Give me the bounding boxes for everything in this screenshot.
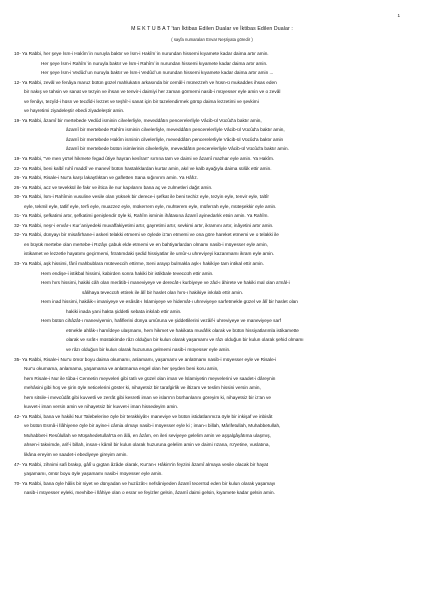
text-line: ve hayretimi ziyadeleştir ebedi ziyadeleştir amin. xyxy=(24,108,125,114)
text-line: ve bütün Esmâ-i İlâhiyene öyle bir ayine-i câmia olmayı nasib-i müyesser eyle ki ; iman-ı billah, Mârifetullah, Muhabbetullah, xyxy=(24,423,281,429)
text-line: Hem inad hissimi, hakâik-ı imaniyeye ve esâsât-ı İslamiyeye ve hidemât-ı uhreviyeye sarfetmekle güzel ve âlî bir haslet olan xyxy=(41,299,298,305)
text-line: 47- Ya Rabbi, zihnimi safi brakıp, gâlî u gıgtan âzâde olarak, Kur'an-ı Hâkim'in feyzini âzamî almaya vesile olacak bir hayat xyxy=(14,461,269,467)
text-line: Her şeye İsm-i Vedûd`un nuruyla baktır ve İsm-i Vedûd`un nurundan hissemi kıyamete kadar daima artır amin ... xyxy=(41,70,274,76)
text-line: âzamî bir mertebede Hakîm isminin cilvelerliyle, meveddâtın pencerelerliyle Vâcib-ül Vücûd'a baktır amin xyxy=(66,136,284,142)
text-line: ahsen-i takvimde, arif-i billah, insan-ı kâmil bir kulun olarak huzuruna gelelim amin ve daimi rızana, rü'yetine, vuslatına, xyxy=(24,442,270,448)
text-line: ve fenâyı, tezyîd-i hüsn ve tecdîd-i lezzet ve teşhîr-i sanat için bir tazelendirmek görüp daima lezzetimi ve şevkimi xyxy=(24,98,259,104)
text-line: en büyük mertebe olan mertebe-i Rızâyı çabuk elde etmemi ve en bahtiyarlardan olmamı nasib-i müyesser eyle amin, xyxy=(24,241,268,247)
text-line: 10- Ya Rabbi, her şeye İsm-i Hakîm`in nuruyla baktır ve İsm-i Hakîm`in nurundan hissemi kıyamete kadar daima artır amin. xyxy=(14,51,269,56)
text-line: kuvvet-i iman versin amin ve nihayetsiz bir kuvvet-i iman hissedeyim amin. xyxy=(24,404,179,410)
text-line: Hem endişe-i istikbal hissimi, kabirden sonra hakiki bir istikbale teveccüh ettir amin. xyxy=(41,270,214,276)
text-line: 30- Ya Rabbi, İsm-i Rahîmin vusuline vesile olan yüksek bir derece-i şefkat ile beni techiz eyle, tezyin eyle, tenvir eyle, taltîr xyxy=(14,194,269,200)
text-line: Nur'u okumama, anlamama, yaşamama ve anlatmama engel olan her şeyden beni koru amin, xyxy=(24,366,219,372)
prayer-list xyxy=(14,49,410,498)
text-line: Muhabbet-i Resûlullah ve Müşahedetullah'ta en âlâ, en âzâm, en ileri seviyeye gelelim amin ve aşşalgâyâtıma ulaşmış, xyxy=(24,432,271,438)
text-line: mehâsini gibi hoş ve şirin öyle neticelerini göster ki, nihayetsiz bir tarafgirlik ve iltizam ve teslim hissini versin amin, xyxy=(24,385,261,391)
text-line: 42- Ya Rabbi, bana ve hakiki Nur Talebelerine öyle bir terakkiyât-ı maneviye ve bütün istidatlarımıza öyle bir inkişaf ve inbisât xyxy=(14,413,273,419)
text-line: âzamî bir mertebede Rahîm isminin cilvelerliyle, meveddâtın pencerelerliyle Vâcib-ül Vücûd'a baktır amin, xyxy=(66,127,285,133)
text-line: Hem hırs hissimi, hakiki câh olan merâtib-i maneviyeye ve derecât-ı kurbiyeye ve zâd-ı âhirete ve hakiki mal olan a'mâl-i xyxy=(41,280,290,286)
text-line: ve râzı olduğun bir kulun olarak huzuruna gelmemi nasib-i müyesser eyle amin. xyxy=(66,346,231,352)
text-line: bir nakış ve tahsin ve sanat ve tezyin ve ihsan ve tenvir-i daimiyi her zaman görmemi nasib-i müyesser eyle amin ve o zevâl xyxy=(24,89,281,95)
text-line: 32- Ya Rabbi, neşr-i envâr-ı Kur`aniyedeki muvaffakiyetimi artır, gayretimi artır, sevkimi artır, ikramını artır, inâyetini artır amin. xyxy=(14,222,274,228)
text-line: 26- Ya Rabbi, Risale-i Nur'a karşı lakaytlıktan ve gafletten Sana sığınırım amin. Ya Hâfız. xyxy=(14,175,198,181)
text-line: hem Risale-i Nur ile tûba-i Cennetin meyveleri gibi tatlı ve güzel olan iman ve İslamiyetin meyvelerini ve saadet-i dâreynin xyxy=(24,375,276,381)
text-line: eyle, tekmil eyle, tatlif eyle, terfi eyle, muazzez eyle, mükerrem eyle, muhterem eyle, müferrah eyle, müteşekkir eyle amin. xyxy=(24,203,277,209)
text-line: istikamet ve lezzetle hayatımı geçirmemi, fıtratımdaki şedid hissiyatlar ile umûr-u uhreviyeyi kazanmamı ikram eyle amin. xyxy=(24,251,275,257)
text-line: olarak ve sırât-ı müstakimde râzı olduğun bir kulun olarak yaşamamı ve râzı olduğun bir kulun olarak şehid olmamı xyxy=(66,337,304,343)
text-line: sâlihaya teveccüh ettirek ile âlî bir haslet olan hırs-ı hakikiye inkılab ettir amin. xyxy=(82,289,244,295)
text-line: hakiki inada yani hakta şiddetli sebata inkılab ettir amin. xyxy=(66,308,182,314)
text-line: âzamî bir mertebede bütün isimlerinin cilvelerliyle, meveddâtın pencerelerliyle Vâcib-ül Vücûd'a baktır amin. xyxy=(66,146,289,152)
text-line: hem sitsile-i mevcûdât gibi kuvvetli ve zerrât gibi kesretli iman ve islam'ın bürhanlarını göreyim ki, nihayetsiz bir iz'an ve xyxy=(24,394,271,400)
text-line: 33- Ya Rabbi, aşk hissimi, fânî mahbublara müteveccih ettirme, Seni arayıp bulmakla aşk-ı hakikiye tam intikal ettir amin. xyxy=(14,261,264,267)
text-line: 19- Ya Rabbi, âzamî bir mertebede Vedûd isminin cilvelerliyle, meveddâtın pencerelerliyle Vâcib-ül Vücûd'a baktır amin, xyxy=(14,117,262,123)
text-line: 26- Ya Rabbi, acz ve tevekkül ile fakr ve iltica ile nur kapılarını bana aç ve zulmetleri dağıt amin. xyxy=(14,184,213,190)
text-line: nasib-i müyesser eyleki, mevhibe-i İlâhiye olan o esrar ve feyizler gelsin, âzamî daimi gelsin, kıyamete kadar gelsin amin. xyxy=(24,490,275,496)
text-line: 12- Ya Rabbi, zevâl ve fenâya maruz bütün güzel mahlukatın arkasında bir cemâl-i münezzeh ve hüsn-ü mukaddes ihsas eden xyxy=(14,79,277,85)
text-line: Her şeye İsm-i Rahîm`in nuruyla baktır ve İsm-i Rahîm`in nurundan hissemi kıyamete kadar daima artır amin. xyxy=(41,60,268,66)
text-line: yaşamamı, ömür boyu öyle yaşamamı nasib-i müyesser eyle amin. xyxy=(24,471,163,477)
text-line: 35- Ya Rabbi, Risale-i Nur'u ömür boyu daima okumamı, anlamamı, yaşamamı ve anlatmamı nasib-i müyesser eyle ve Risale-i xyxy=(14,356,277,362)
text-line: 32- Ya Rabbi, dünyayı bir misafirhane-i askeri telakki etmemi ve öylede iz'an etmemi ve ona göre hareket etmemi ve o telakki ile xyxy=(14,232,279,238)
page-number: 1 xyxy=(397,13,400,18)
text-line: Hem bütün cihâzât-ı maneviyemin, hafiflerini dünya umûruna ve şiddetlilerini vezâif-i uhreviyeye ve maneviyeye sarf xyxy=(41,318,281,324)
text-line: 31- Ya Rabbi, şefkatimi artır, şefkatimi genişlendir öyle ki, Rahîm isminin ihâtasına âzamî ayinedarlık etsin amin. Ya Rahîm. xyxy=(14,213,269,219)
text-line: 22- Ya Rabbi, beni kalbî ruhî maddî ve manevî bütün hastalıklardan kurtar amin, akıl ve kalb ayağıyla daima sülûk ettir amin. xyxy=(14,165,272,171)
text-line: etmekle ahlâk-ı hamîdeye ulaşmamı, hem hikmet ve hakikata muvâfık olarak ve bütün hissiyatlarımla istikamette xyxy=(66,327,299,333)
document-title: M E K T U B A T 'tan İktibas Edilen Dualar ve İktibas Edilen Dualar : xyxy=(131,26,293,32)
text-line: likâna ereyim ve saadet-i ebediyeye gireyim amin. xyxy=(24,451,128,457)
document-subtitle: ( sayfa numaraları Envar Neşriyata göredir ) xyxy=(171,37,253,42)
text-line: 19- Ya Rabbi, "Ve men yü'tel hikmete fegad ûtiye hayran kesîran" sırrına tam ve daimi ve âzamî mazhar eyle amin. Ya Hakîm. xyxy=(14,156,275,162)
text-line: 70- Ya Rabbi, bana öyle hâlis bir niyet ve dünyadan ve huzûzât-ı nefsâniyeden âzamî tecerrüd eden bir kulun olarak yaşamayı xyxy=(14,480,276,486)
